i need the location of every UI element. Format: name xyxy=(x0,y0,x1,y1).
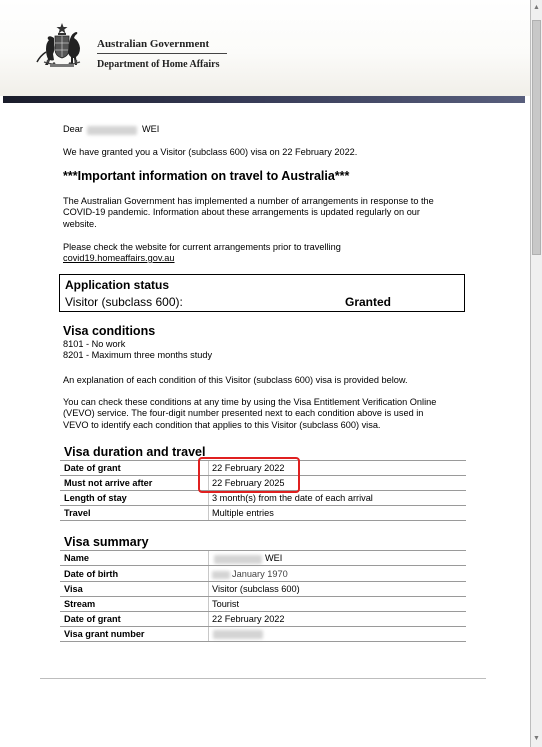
covid-link[interactable]: covid19.homeaffairs.gov.au xyxy=(63,253,175,263)
scroll-down-icon[interactable]: ▼ xyxy=(533,735,540,742)
table-row-value: WEI xyxy=(265,553,283,563)
table-row-value: Visitor (subclass 600) xyxy=(212,584,300,594)
government-name: Australian Government xyxy=(97,38,210,50)
application-status-value: Granted xyxy=(345,295,392,309)
vevo-para-line-1: You can check these conditions at any time by using the Visa Entitlement Verification Online xyxy=(63,397,437,407)
table-divider xyxy=(60,581,466,582)
table-row-label: Name xyxy=(64,553,90,563)
redacted-given-name xyxy=(214,555,262,564)
footer-divider xyxy=(40,678,486,679)
table-divider xyxy=(60,565,466,566)
header-divider xyxy=(97,53,227,54)
greeting-prefix: Dear xyxy=(63,124,83,134)
table-divider xyxy=(60,550,466,551)
table-divider xyxy=(60,596,466,597)
table-row-value: Tourist xyxy=(212,599,240,609)
table-row-label: Travel xyxy=(64,508,91,518)
covid-para-line-1: The Australian Government has implemented a number of arrangements in response to the xyxy=(63,196,434,206)
visa-summary-title: Visa summary xyxy=(64,535,149,549)
application-status-visa: Visitor (subclass 600): xyxy=(65,295,183,309)
table-row-label: Length of stay xyxy=(64,493,127,503)
condition-item: 8101 - No work xyxy=(63,339,126,349)
table-row-value: 22 February 2025 xyxy=(212,478,285,488)
table-divider xyxy=(60,641,466,642)
header-color-bar xyxy=(3,96,525,103)
granted-line: We have granted you a Visitor (subclass 600) visa on 22 February 2022. xyxy=(63,147,358,157)
redacted-grant-number xyxy=(213,630,263,639)
table-row-label: Visa xyxy=(64,584,83,594)
visa-conditions-title: Visa conditions xyxy=(63,324,156,338)
scroll-up-icon[interactable]: ▲ xyxy=(533,4,540,11)
vevo-para-line-3: VEVO to identify each condition that applies to this Visitor (subclass 600) visa. xyxy=(63,420,381,430)
table-row-label: Date of grant xyxy=(64,463,121,473)
vevo-para-line-2: (VEVO) service. The four-digit number presented next to each condition above is used in xyxy=(63,408,424,418)
check-line: Please check the website for current arrangements prior to travelling xyxy=(63,242,341,252)
table-row-label: Date of birth xyxy=(64,569,119,579)
application-status-title: Application status xyxy=(65,278,170,292)
table-row-value: 22 February 2022 xyxy=(212,463,285,473)
table-row-label: Visa grant number xyxy=(64,629,145,639)
covid-para-line-2: COVID-19 pandemic. Information about these arrangements is updated regularly on our xyxy=(63,207,420,217)
letter-header xyxy=(0,0,530,96)
important-heading: ***Important information on travel to Australia*** xyxy=(63,169,350,183)
table-row-label: Must not arrive after xyxy=(64,478,153,488)
table-row-value: 3 month(s) from the date of each arrival xyxy=(212,493,373,503)
redacted-birth-day xyxy=(212,571,230,579)
conditions-explanation: An explanation of each condition of this Visitor (subclass 600) visa is provided below. xyxy=(63,375,408,385)
table-divider xyxy=(60,520,466,521)
table-row-value: 22 February 2022 xyxy=(212,614,285,624)
scrollbar-thumb[interactable] xyxy=(532,20,541,255)
greeting-surname: WEI xyxy=(142,124,160,134)
table-divider xyxy=(60,626,466,627)
table-row-label: Stream xyxy=(64,599,96,609)
table-divider xyxy=(60,505,466,506)
visa-duration-title: Visa duration and travel xyxy=(64,445,206,459)
table-divider xyxy=(60,611,466,612)
table-row-value: January 1970 xyxy=(232,569,288,579)
department-name: Department of Home Affairs xyxy=(97,59,220,70)
condition-item: 8201 - Maximum three months study xyxy=(63,350,213,360)
redacted-given-name xyxy=(87,126,137,135)
covid-para-line-3: website. xyxy=(63,219,97,229)
coat-of-arms-icon xyxy=(36,22,88,68)
table-row-label: Date of grant xyxy=(64,614,121,624)
table-row-value: Multiple entries xyxy=(212,508,274,518)
highlight-annotation xyxy=(198,457,300,493)
